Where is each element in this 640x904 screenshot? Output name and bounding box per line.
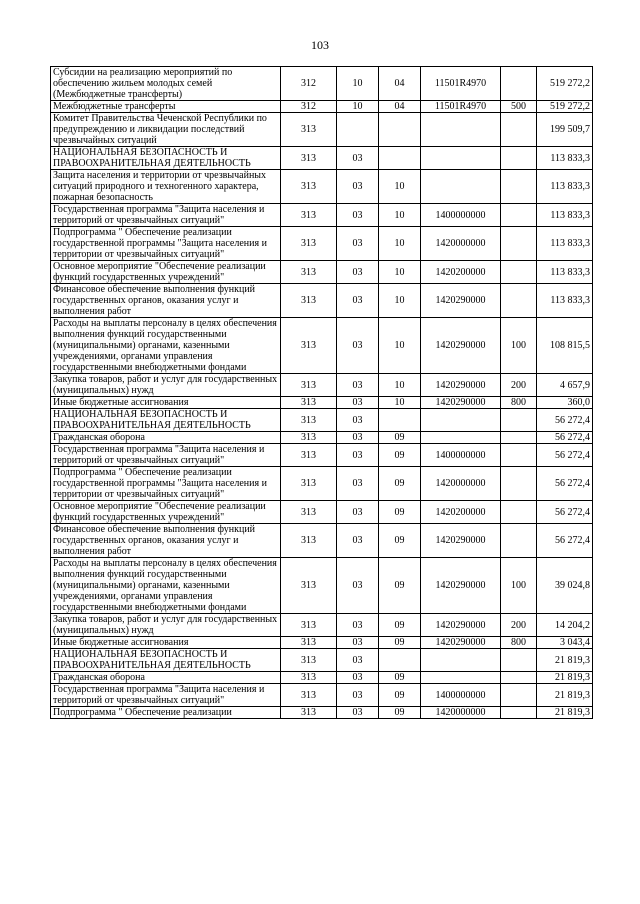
row-subsection-code: 09 [379,614,421,637]
row-subsection-code: 10 [379,374,421,397]
row-name: Основное мероприятие "Обеспечение реализации функций государственных учреждений" [51,501,281,524]
row-target-article: 1420290000 [421,374,501,397]
row-ved-code: 313 [281,432,337,444]
row-subsection-code: 09 [379,684,421,707]
row-name: Государственная программа "Защита населения и территорий от чрезвычайных ситуаций" [51,204,281,227]
row-amount: 3 043,4 [537,637,593,649]
table-row [51,204,593,227]
row-target-article: 1400000000 [421,444,501,467]
row-subsection-code: 09 [379,637,421,649]
row-expense-type: 100 [501,318,537,374]
row-amount: 519 272,2 [537,67,593,101]
row-target-article: 1400000000 [421,204,501,227]
row-target-article: 11501R4970 [421,101,501,113]
row-expense-type [501,113,537,147]
row-section-code: 03 [337,284,379,318]
table-row [51,374,593,397]
row-subsection-code: 09 [379,501,421,524]
row-subsection-code: 09 [379,467,421,501]
row-expense-type: 800 [501,637,537,649]
row-expense-type: 500 [501,101,537,113]
row-amount: 4 657,9 [537,374,593,397]
row-ved-code: 313 [281,204,337,227]
row-expense-type: 200 [501,614,537,637]
row-ved-code: 313 [281,147,337,170]
row-expense-type: 800 [501,397,537,409]
row-section-code [337,113,379,147]
row-section-code: 03 [337,707,379,719]
row-amount: 56 272,4 [537,501,593,524]
row-name: Подпрограмма " Обеспечение реализации [51,707,281,719]
row-section-code: 10 [337,67,379,101]
row-expense-type [501,409,537,432]
row-name: Гражданская оборона [51,672,281,684]
table-row [51,318,593,374]
table-row [51,684,593,707]
row-section-code: 03 [337,409,379,432]
row-name: Государственная программа "Защита населения и территорий от чрезвычайных ситуаций" [51,684,281,707]
row-expense-type [501,684,537,707]
row-name: Закупка товаров, работ и услуг для государственных (муниципальных) нужд [51,374,281,397]
row-target-article [421,147,501,170]
row-target-article: 1420290000 [421,318,501,374]
row-target-article: 1420290000 [421,558,501,614]
table-row [51,170,593,204]
row-name: Расходы на выплаты персоналу в целях обеспечения выполнения функций государственными (муниципальными) органами, казенными учреждениями, органами управления государственными внебюджетными фондами [51,318,281,374]
table-row [51,101,593,113]
row-expense-type [501,147,537,170]
row-subsection-code: 10 [379,261,421,284]
row-section-code: 03 [337,649,379,672]
table-row [51,707,593,719]
row-expense-type [501,672,537,684]
row-name: Подпрограмма " Обеспечение реализации государственной программы "Защита населения и территории от чрезвычайных ситуаций" [51,467,281,501]
row-target-article: 1420290000 [421,637,501,649]
row-amount: 56 272,4 [537,524,593,558]
budget-table [50,66,593,719]
row-name: НАЦИОНАЛЬНАЯ БЕЗОПАСНОСТЬ И ПРАВООХРАНИТЕЛЬНАЯ ДЕЯТЕЛЬНОСТЬ [51,409,281,432]
row-ved-code: 313 [281,524,337,558]
row-section-code: 03 [337,227,379,261]
table-row [51,614,593,637]
row-section-code: 03 [337,614,379,637]
row-name: Гражданская оборона [51,432,281,444]
row-amount: 14 204,2 [537,614,593,637]
row-amount: 113 833,3 [537,147,593,170]
row-amount: 360,0 [537,397,593,409]
row-amount: 108 815,5 [537,318,593,374]
table-row [51,397,593,409]
row-section-code: 03 [337,672,379,684]
table-row [51,558,593,614]
row-amount: 56 272,4 [537,432,593,444]
row-expense-type [501,227,537,261]
row-name: Финансовое обеспечение выполнения функций государственных органов, оказания услуг и выполнения работ [51,524,281,558]
row-expense-type [501,204,537,227]
row-subsection-code: 04 [379,101,421,113]
row-subsection-code [379,649,421,672]
row-subsection-code: 09 [379,558,421,614]
row-subsection-code: 10 [379,318,421,374]
row-target-article: 1420290000 [421,284,501,318]
row-subsection-code [379,409,421,432]
row-amount: 56 272,4 [537,409,593,432]
row-section-code: 03 [337,170,379,204]
row-subsection-code: 09 [379,672,421,684]
row-target-article [421,432,501,444]
row-section-code: 03 [337,684,379,707]
row-name: Расходы на выплаты персоналу в целях обеспечения выполнения функций государственными (муниципальными) органами, казенными учреждениями, органами управления государственными внебюджетными фондами [51,558,281,614]
row-name: Защита населения и территории от чрезвычайных ситуаций природного и техногенного характера, пожарная безопасность [51,170,281,204]
row-ved-code: 313 [281,409,337,432]
row-target-article: 1420290000 [421,397,501,409]
table-row [51,444,593,467]
row-section-code: 03 [337,318,379,374]
row-subsection-code [379,147,421,170]
row-section-code: 03 [337,397,379,409]
table-row [51,284,593,318]
row-target-article [421,113,501,147]
row-section-code: 10 [337,101,379,113]
row-section-code: 03 [337,204,379,227]
row-amount: 56 272,4 [537,444,593,467]
row-subsection-code: 10 [379,284,421,318]
row-target-article [421,409,501,432]
row-expense-type [501,284,537,318]
row-target-article: 1420200000 [421,501,501,524]
row-name: Основное мероприятие "Обеспечение реализации функций государственных учреждений" [51,261,281,284]
row-ved-code: 313 [281,284,337,318]
row-ved-code: 312 [281,67,337,101]
row-name: Закупка товаров, работ и услуг для государственных (муниципальных) нужд [51,614,281,637]
row-name: Комитет Правительства Чеченской Республики по предупреждению и ликвидации последствий чрезвычайных ситуаций [51,113,281,147]
row-ved-code: 313 [281,614,337,637]
row-ved-code: 313 [281,637,337,649]
table-row [51,409,593,432]
row-amount: 113 833,3 [537,261,593,284]
row-ved-code: 313 [281,501,337,524]
row-name: Межбюджетные трансферты [51,101,281,113]
row-target-article: 1420000000 [421,707,501,719]
row-amount: 39 024,8 [537,558,593,614]
row-name: Подпрограмма " Обеспечение реализации государственной программы "Защита населения и территории от чрезвычайных ситуаций" [51,227,281,261]
table-row [51,501,593,524]
row-section-code: 03 [337,444,379,467]
row-section-code: 03 [337,261,379,284]
row-subsection-code: 09 [379,432,421,444]
row-name: Иные бюджетные ассигнования [51,397,281,409]
row-ved-code: 312 [281,101,337,113]
row-amount: 519 272,2 [537,101,593,113]
row-target-article: 11501R4970 [421,67,501,101]
row-ved-code: 313 [281,558,337,614]
row-subsection-code: 10 [379,227,421,261]
row-subsection-code: 10 [379,204,421,227]
row-target-article [421,672,501,684]
table-row [51,467,593,501]
row-ved-code: 313 [281,374,337,397]
row-expense-type [501,467,537,501]
row-subsection-code [379,113,421,147]
row-subsection-code: 10 [379,397,421,409]
row-section-code: 03 [337,432,379,444]
row-ved-code: 313 [281,672,337,684]
row-name: Финансовое обеспечение выполнения функций государственных органов, оказания услуг и выполнения работ [51,284,281,318]
row-ved-code: 313 [281,707,337,719]
row-section-code: 03 [337,558,379,614]
row-amount: 56 272,4 [537,467,593,501]
row-amount: 21 819,3 [537,707,593,719]
row-amount: 21 819,3 [537,684,593,707]
row-amount: 113 833,3 [537,170,593,204]
row-section-code: 03 [337,501,379,524]
row-ved-code: 313 [281,318,337,374]
row-amount: 199 509,7 [537,113,593,147]
row-expense-type [501,707,537,719]
row-target-article: 1420290000 [421,524,501,558]
row-ved-code: 313 [281,261,337,284]
row-ved-code: 313 [281,684,337,707]
row-target-article [421,170,501,204]
row-section-code: 03 [337,524,379,558]
row-amount: 113 833,3 [537,284,593,318]
table-row [51,524,593,558]
row-target-article: 1420200000 [421,261,501,284]
page-number: 103 [311,38,329,52]
row-expense-type [501,170,537,204]
row-ved-code: 313 [281,444,337,467]
row-expense-type [501,261,537,284]
table-row [51,147,593,170]
row-section-code: 03 [337,467,379,501]
table-row [51,67,593,101]
row-name: НАЦИОНАЛЬНАЯ БЕЗОПАСНОСТЬ И ПРАВООХРАНИТЕЛЬНАЯ ДЕЯТЕЛЬНОСТЬ [51,649,281,672]
table-row [51,672,593,684]
table-row [51,649,593,672]
row-name: НАЦИОНАЛЬНАЯ БЕЗОПАСНОСТЬ И ПРАВООХРАНИТЕЛЬНАЯ ДЕЯТЕЛЬНОСТЬ [51,147,281,170]
row-expense-type [501,432,537,444]
row-ved-code: 313 [281,467,337,501]
row-expense-type [501,67,537,101]
row-name: Государственная программа "Защита населения и территорий от чрезвычайных ситуаций" [51,444,281,467]
row-expense-type [501,649,537,672]
row-ved-code: 313 [281,113,337,147]
row-name: Иные бюджетные ассигнования [51,637,281,649]
row-target-article: 1400000000 [421,684,501,707]
table-row [51,432,593,444]
row-expense-type [501,444,537,467]
table-row [51,261,593,284]
row-section-code: 03 [337,147,379,170]
row-expense-type: 200 [501,374,537,397]
budget-table-body [51,67,593,719]
row-subsection-code: 09 [379,444,421,467]
row-name: Субсидии на реализацию мероприятий по обеспечению жильем молодых семей (Межбюджетные трансферты) [51,67,281,101]
row-expense-type [501,501,537,524]
row-subsection-code: 09 [379,524,421,558]
row-ved-code: 313 [281,397,337,409]
row-section-code: 03 [337,637,379,649]
row-expense-type [501,524,537,558]
row-subsection-code: 09 [379,707,421,719]
row-amount: 21 819,3 [537,649,593,672]
row-ved-code: 313 [281,227,337,261]
row-target-article: 1420000000 [421,227,501,261]
table-row [51,113,593,147]
row-ved-code: 313 [281,170,337,204]
row-amount: 113 833,3 [537,204,593,227]
row-target-article: 1420290000 [421,614,501,637]
table-row [51,637,593,649]
row-expense-type: 100 [501,558,537,614]
row-subsection-code: 04 [379,67,421,101]
row-amount: 21 819,3 [537,672,593,684]
row-section-code: 03 [337,374,379,397]
row-target-article [421,649,501,672]
row-amount: 113 833,3 [537,227,593,261]
row-subsection-code: 10 [379,170,421,204]
row-target-article: 1420000000 [421,467,501,501]
table-row [51,227,593,261]
row-ved-code: 313 [281,649,337,672]
